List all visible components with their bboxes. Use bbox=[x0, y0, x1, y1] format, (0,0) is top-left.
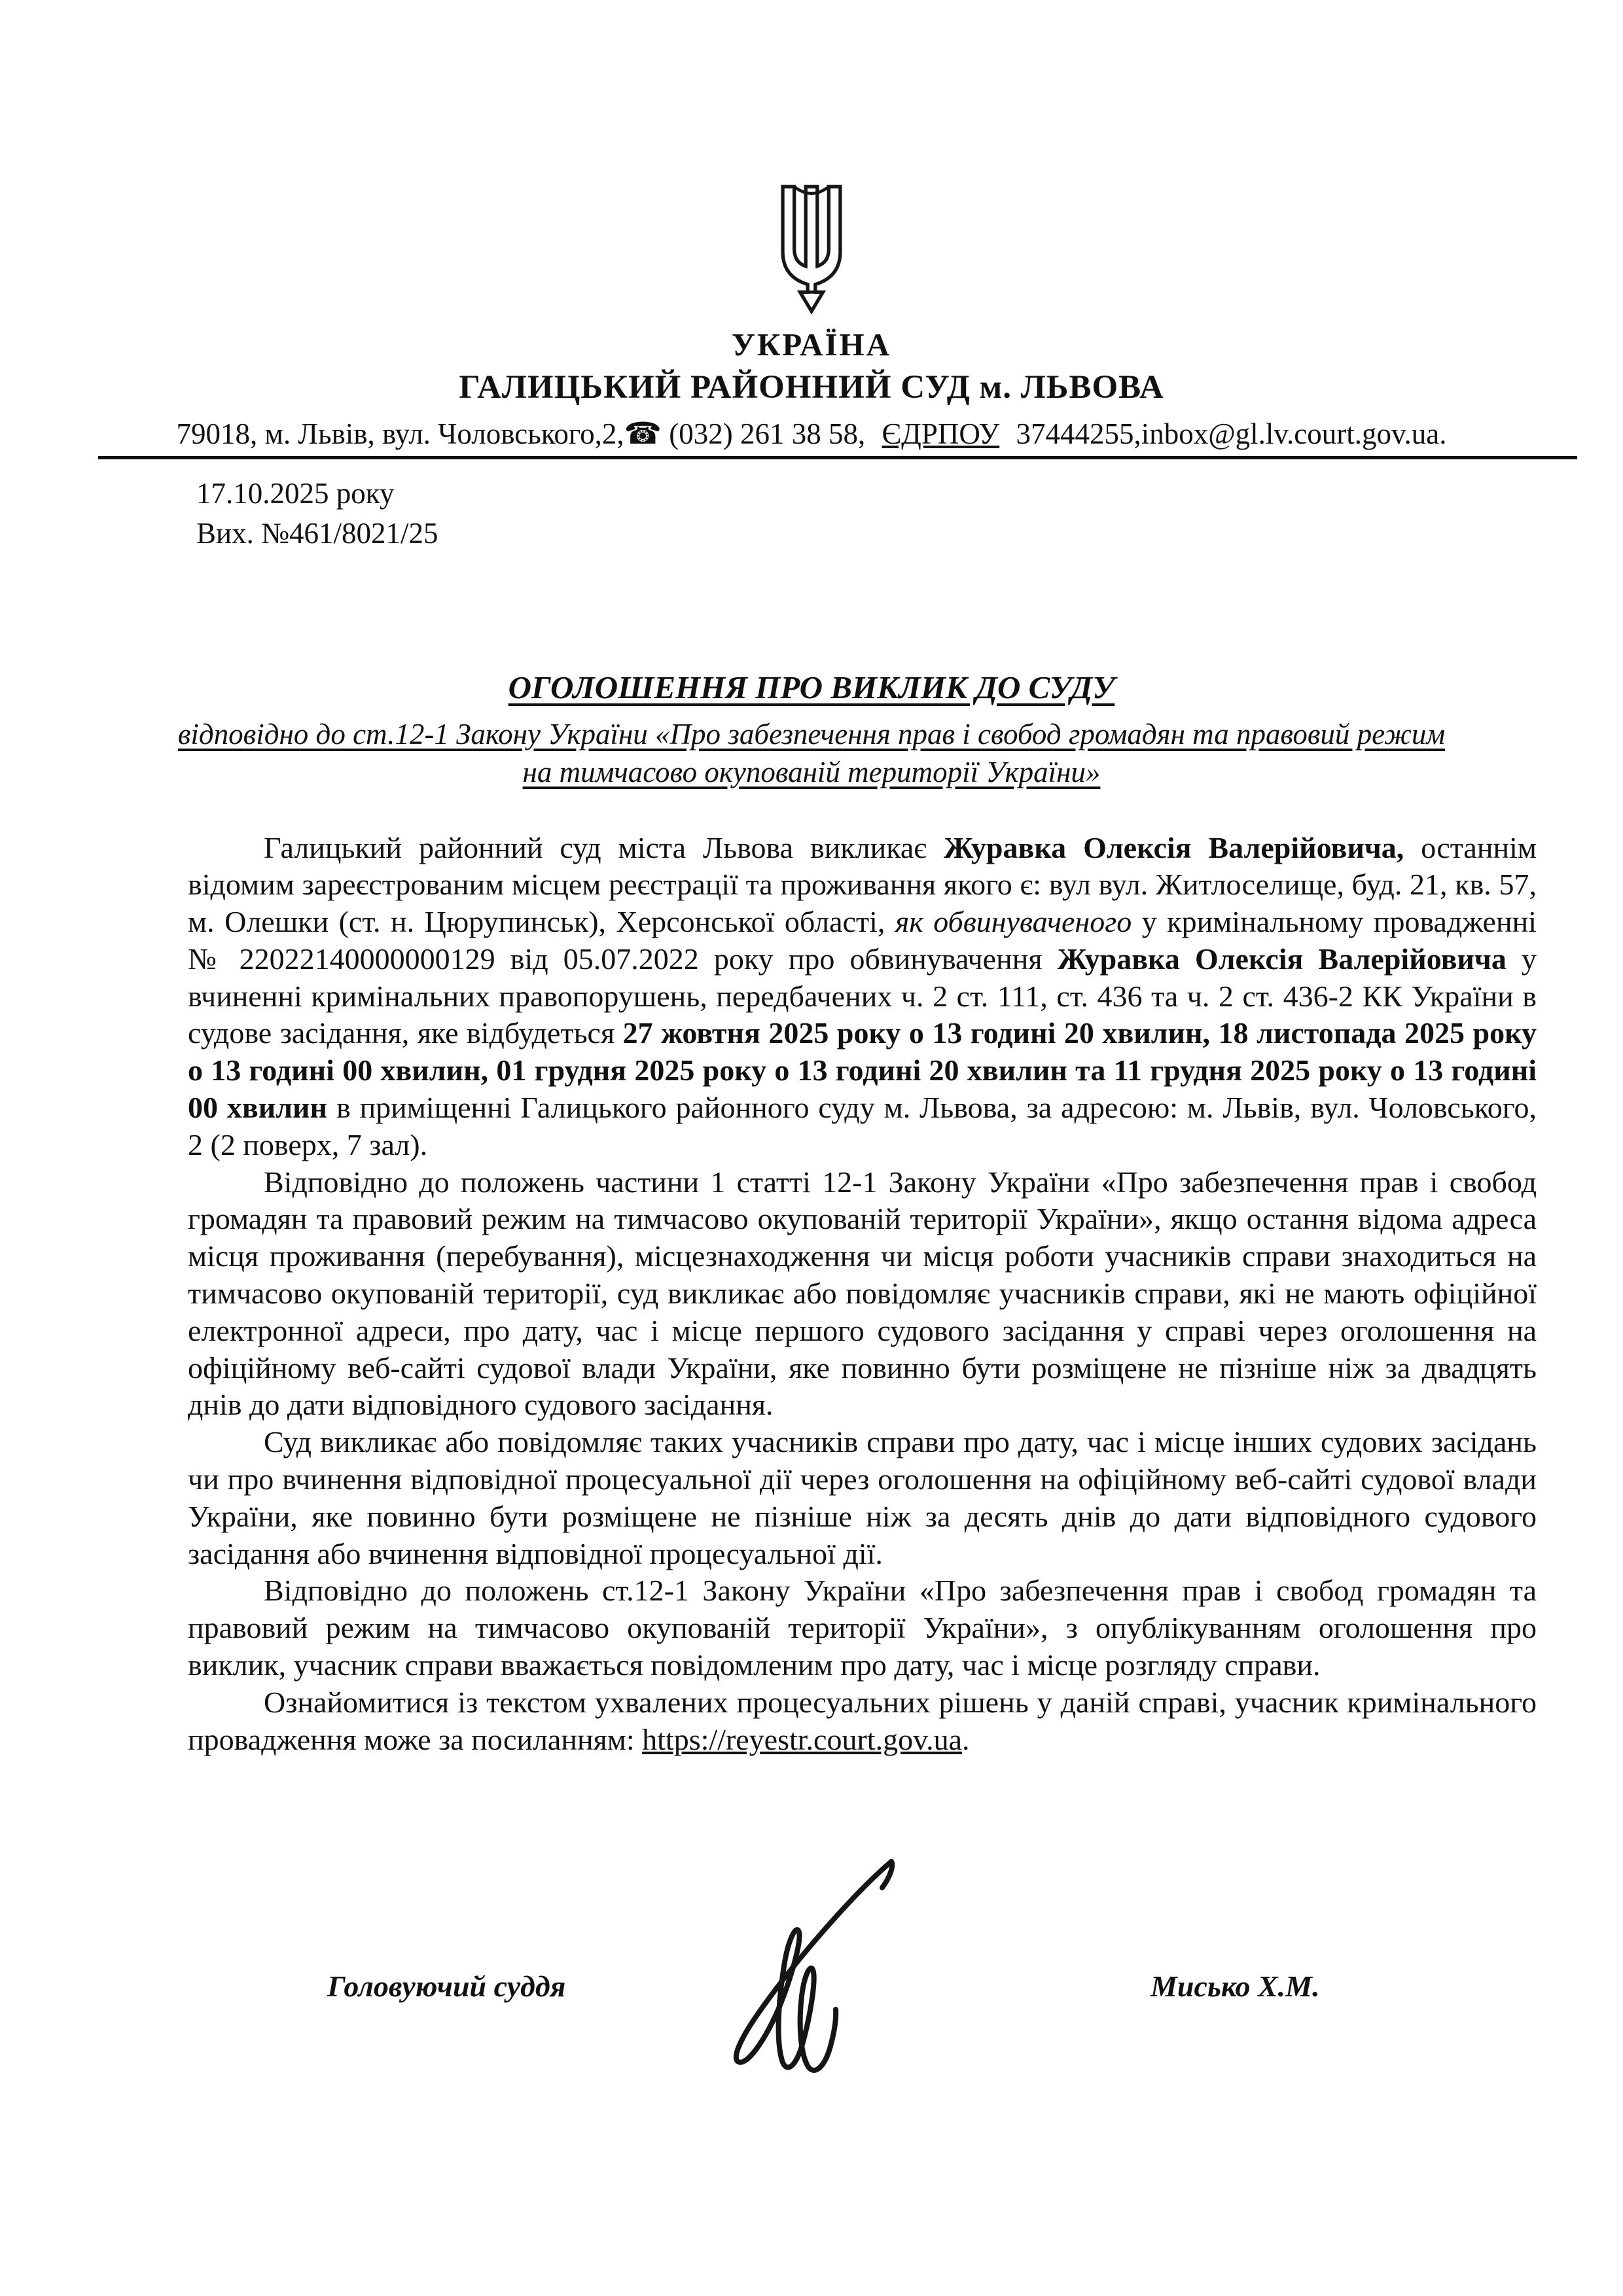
text-run: Суд викликає або повідомляє таких учасників справи про дату, час і місце інших судових засідань чи про вчинення відповідної процесуальної дії через оголошення на офіційному веб-сайті судової влади України, яке повинно бути розміщене не пізніше ніж за десять днів до дати відповідного судового засідання або вчинення відповідної процесуальної дії. bbox=[188, 1425, 1537, 1570]
emblem-wrap bbox=[0, 182, 1623, 319]
ukraine-trident-icon bbox=[762, 182, 861, 319]
address-part1: 79018, м. Львів, вул. Чоловського,2, bbox=[176, 417, 624, 450]
judge-title: Головуючий суддя bbox=[327, 1969, 566, 2004]
text-run: Галицький районний суд міста Львова викликає bbox=[264, 830, 944, 864]
text-run: Журавка Олексія Валерійовича bbox=[1057, 942, 1507, 976]
address-part3: 37444255,inbox@gl.lv.court.gov.ua. bbox=[1008, 417, 1447, 450]
text-run: у вчиненні кримінальних правопорушень, передбачених ч. 2 ст. 111, ст. 436 та ч. 2 ст. 436-2 КК України в судове засідання, яке відбудеться bbox=[188, 942, 1537, 1050]
reyestr-link[interactable]: https://reyestr.court.gov.ua bbox=[642, 1722, 963, 1756]
paragraph bbox=[188, 1572, 1537, 1684]
court-name: ГАЛИЦЬКИЙ РАЙОННИЙ СУД м. ЛЬВОВА bbox=[459, 369, 1164, 406]
text-run: останнім відомим зареєстрованим місцем реєстрації та проживання якого є: вул вул. Житлоселище, буд. 21, кв. 57, м. Олешки (ст. н. Цюрупинськ), Херсонської області, bbox=[188, 830, 1537, 939]
letterhead bbox=[0, 0, 1623, 554]
text-run: у кримінальному провадженні № 22022140000000129 від 05.07.2022 року про обвинувачення bbox=[188, 905, 1537, 976]
judge-signature bbox=[661, 1850, 949, 2102]
edrpou-label: ЄДРПОУ bbox=[882, 417, 1000, 450]
court-address-line bbox=[98, 415, 1525, 451]
text-run: Відповідно до положень ст.12-1 Закону України «Про забезпечення прав і свобод громадян та правовий режим на тимчасово окупованій території України», з опублікуванням оголошення про виклик, учасник справи вважається повідомленим про дату, час і місце розгляду справи. bbox=[188, 1574, 1537, 1682]
address-part2: (032) 261 38 58, bbox=[661, 417, 873, 450]
title-block bbox=[0, 669, 1623, 792]
header-divider bbox=[98, 456, 1577, 459]
paragraph bbox=[188, 1684, 1537, 1759]
paragraph bbox=[188, 830, 1537, 1164]
judge-name: Мисько Х.М. bbox=[1150, 1969, 1320, 2004]
text-run: Ознайомитися із текстом ухвалених процесуальних рішень у даній справі, учасник кримінального провадження може за посиланням: bbox=[188, 1685, 1537, 1756]
text-run: . bbox=[962, 1722, 970, 1756]
document-subtitle bbox=[0, 715, 1623, 792]
text-run: Журавка Олексія Валерійовича, bbox=[943, 830, 1404, 864]
subtitle-line-2: на тимчасово окупованій території України» bbox=[522, 756, 1101, 788]
document-title: ОГОЛОШЕННЯ ПРО ВИКЛИК ДО СУДУ bbox=[508, 669, 1115, 705]
country-name: УКРАЇНА bbox=[731, 327, 892, 362]
text-run: Відповідно до положень частини 1 статті 12-1 Закону України «Про забезпечення прав і свобод громадян та правовий режим на тимчасово окупованій території України», якщо остання відома адреса місця проживання (перебування), місцезнаходження чи місця роботи учасників справи знаходиться на тимчасово окупованій території, суд викликає або повідомляє учасників справи, які не мають офіційної електронної адреси, про дату, час і місце першого судового засідання у справі через оголошення на офіційному веб-сайті судової влади України, яке повинно бути розміщене не пізніше ніж за двадцять днів до дати відповідного судового засідання. bbox=[188, 1165, 1537, 1422]
paragraph bbox=[188, 1164, 1537, 1424]
phone-icon: ☎ bbox=[624, 417, 662, 450]
signature-block bbox=[0, 1850, 1623, 2125]
paragraph bbox=[188, 1424, 1537, 1572]
subtitle-line-1: відповідно до ст.12-1 Закону України «Про забезпечення прав і свобод громадян та правовий режим bbox=[177, 717, 1446, 751]
text-run: 27 жовтня 2025 року о 13 годині 20 хвилин, 18 листопада 2025 року о 13 годині 00 хвилин, 01 грудня 2025 року о 13 годині 20 хвилин та 11 грудня 2025 року о 13 годині 00 хвилин bbox=[188, 1016, 1537, 1125]
body-paragraphs bbox=[188, 830, 1537, 1759]
ref-block bbox=[196, 474, 1623, 554]
text-run: в приміщенні Галицького районного суду м. Львова, за адресою: м. Львів, вул. Чоловського, 2 (2 поверх, 7 зал). bbox=[188, 1091, 1537, 1161]
document-date: 17.10.2025 року bbox=[196, 477, 395, 510]
text-run: як обвинуваченого bbox=[895, 905, 1132, 939]
outgoing-number: Вих. №461/8021/25 bbox=[196, 516, 438, 550]
